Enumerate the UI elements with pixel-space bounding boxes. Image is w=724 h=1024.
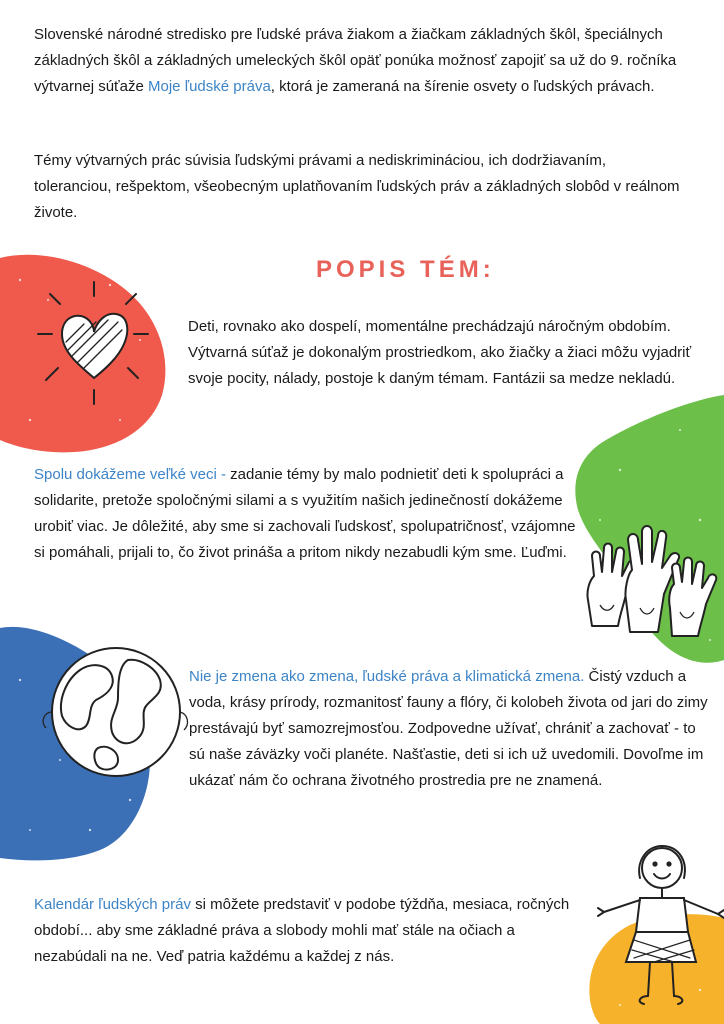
theme-together-text: zadanie témy by malo podnietiť deti k spolupráci a solidarite, pretože spoločnými silami a s využitím našich jedinečností dokážeme urobiť viac. Je dôležité, aby sme si zachovali ľudskosť, spolupatričnosť, vzájomne si pomáhali, prijali to, čo život prináša a pritom nikdy nezabudli kým sme. Ľuďmi. bbox=[34, 466, 576, 561]
intro-text-before: Slovenské národné stredisko pre ľudské práva žiakom a žiačkam základných škôl, špeciálnych základných škôl a základných umeleckých škôl opäť ponúka možnosť zapojiť sa už do 9. ročníka výtvarnej súťaže bbox=[34, 26, 677, 95]
theme-calendar-paragraph bbox=[34, 892, 574, 970]
competition-name-link[interactable]: Moje ľudské práva bbox=[148, 78, 271, 95]
themes-heading: POPIS TÉM: bbox=[316, 256, 495, 283]
theme-climate-text: Čistý vzduch a voda, krásy prírody, rozmanitosť fauny a flóry, či kolobeh života od jari do zimy prestávajú byť samozrejmosťou. Zodpovedne užívať, chrániť a zachovať - to sú naše záväzky voči planéte. Našťastie, deti si ich už uvedomili. Dovoľme im ukázať nám čo ochrana životného prostredia pre ne znamená. bbox=[189, 668, 708, 789]
intro-paragraph bbox=[34, 22, 694, 100]
theme-together-title: Spolu dokážeme veľké veci - bbox=[34, 466, 226, 483]
intro-text-after: , ktorá je zameraná na šírenie osvety o ľudských právach. bbox=[270, 78, 655, 95]
theme-climate-paragraph bbox=[189, 664, 709, 794]
theme-climate-title: Nie je zmena ako zmena, ľudské práva a klimatická zmena. bbox=[189, 668, 585, 685]
themes-paragraph: Témy výtvarných prác súvisia ľudskými právami a nediskrimináciou, ich dodržiavaním, toleranciou, rešpektom, všeobecným uplatňovaním ľudských práv a základných slobôd v reálnom živote. bbox=[34, 152, 680, 221]
theme-calendar-text: si môžete predstaviť v podobe týždňa, mesiaca, ročných období... aby sme základné práva a slobody mohli mať stále na očiach a nezabúdali na ne. Veď patria každému a každej z nás. bbox=[34, 896, 570, 965]
theme-calendar-title: Kalendár ľudských práv bbox=[34, 896, 191, 913]
children-paragraph: Deti, rovnako ako dospelí, momentálne prechádzajú náročným obdobím. Výtvarná súťaž je dokonalým prostriedkom, ako žiačky a žiaci môžu vyjadriť svoje pocity, nálady, postoje k daným témam. Fantázii sa medze nekladú. bbox=[188, 318, 692, 387]
theme-together-paragraph bbox=[34, 462, 584, 566]
